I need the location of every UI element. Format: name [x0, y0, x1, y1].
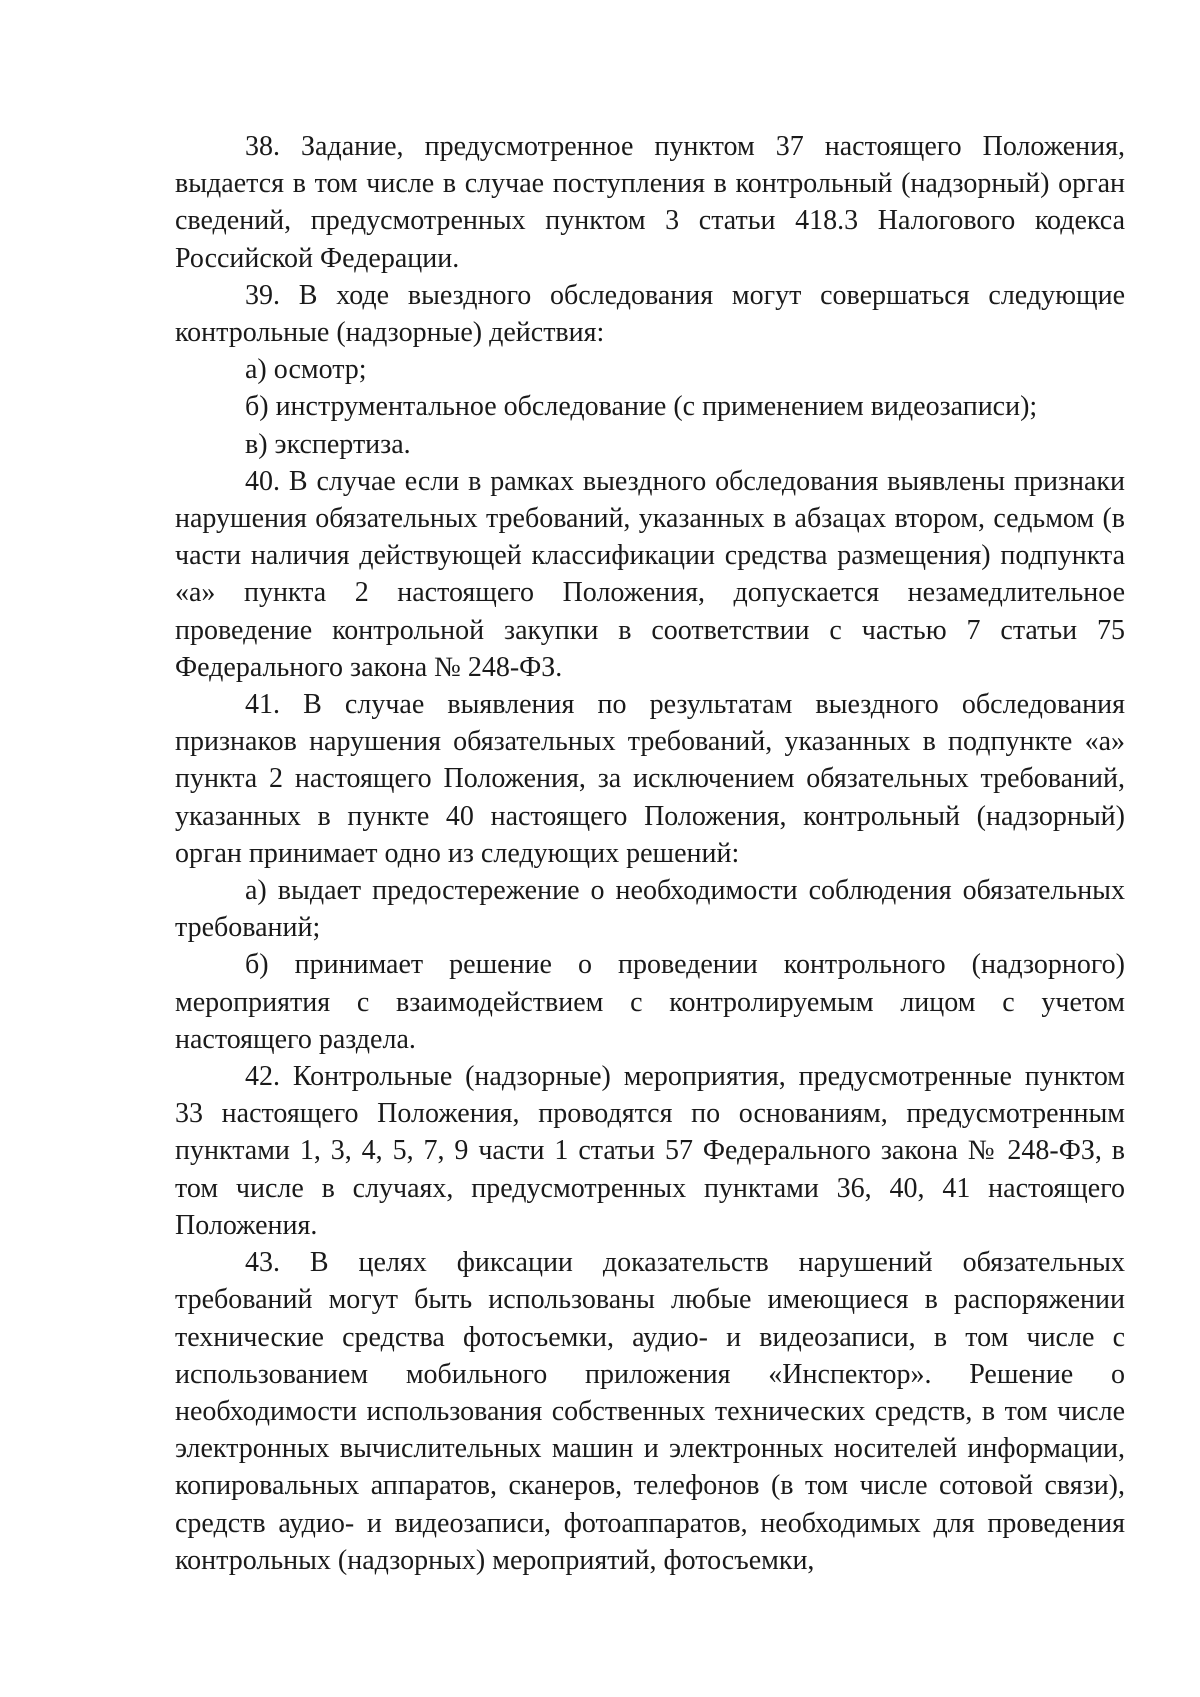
paragraph-42: 42. Контрольные (надзорные) мероприятия, предусмотренные пунктом 33 настоящего Положения, проводятся по основаниям, предусмотренным пунктами 1, 3, 4, 5, 7, 9 части 1 статьи 57 Федерального закона № 248-ФЗ, в том числе в случаях, предусмотренных пунктами 36, 40, 41 настоящего Положения. [175, 1061, 1125, 1241]
paragraph-41-item-a: а) выдает предостережение о необходимости соблюдения обязательных требований; [175, 875, 1125, 944]
paragraph-39-item-b: б) инструментальное обследование (с применением видеозаписи); [245, 391, 1038, 423]
paragraph-41-item-b: б) принимает решение о проведении контрольного (надзорного) мероприятия с взаимодействием с контролируемым лицом с учетом настоящего раздела. [175, 949, 1125, 1055]
document-body [175, 128, 1125, 1579]
paragraph-38: 38. Задание, предусмотренное пунктом 37 настоящего Положения, выдается в том числе в случае поступления в контрольный (надзорный) орган сведений, предусмотренных пунктом 3 статьи 418.3 Налогового кодекса Российской Федерации. [175, 131, 1125, 274]
paragraph-39: 39. В ходе выездного обследования могут совершаться следующие контрольные (надзорные) действия: [175, 279, 1125, 349]
paragraph-40: 40. В случае если в рамках выездного обследования выявлены признаки нарушения обязательных требований, указанных в абзацах втором, седьмом (в части наличия действующей классификации средства размещения) подпункта «а» пункта 2 настоящего Положения, допускается незамедлительное проведение контрольной закупки в соответствии с частью 7 статьи 75 Федерального закона № 248-ФЗ. [175, 465, 1125, 683]
paragraph-43: 43. В целях фиксации доказательств нарушений обязательных требований могут быть использованы любые имеющиеся в распоряжении технические средства фотосъемки, аудио- и видеозаписи, в том числе с использованием мобильного приложения «Инспектор». Решение о необходимости использования собственных технических средств, в том числе электронных вычислительных машин и электронных носителей информации, копировальных аппаратов, сканеров, телефонов (в том числе сотовой связи), средств аудио- и видеозаписи, фотоаппаратов, необходимых для проведения контрольных (надзорных) мероприятий, фотосъемки, [175, 1247, 1125, 1576]
paragraph-39-item-a: а) осмотр; [245, 354, 367, 386]
paragraph-39-item-v: в) экспертиза. [245, 428, 411, 460]
paragraph-41: 41. В случае выявления по результатам выездного обследования признаков нарушения обязательных требований, указанных в подпункте «а» пункта 2 настоящего Положения, за исключением обязательных требований, указанных в пункте 40 настоящего Положения, контрольный (надзорный) орган принимает одно из следующих решений: [175, 689, 1125, 869]
